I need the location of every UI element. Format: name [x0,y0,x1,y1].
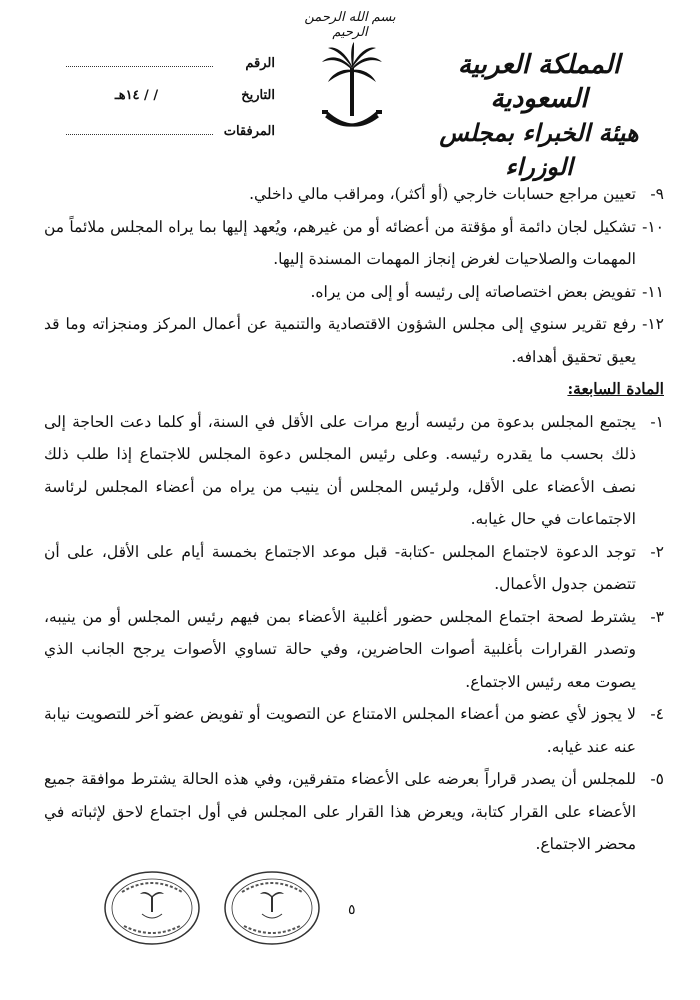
list-item [44,763,664,861]
item-text: رفع تقرير سنوي إلى مجلس الشؤون الاقتصادية والتنمية عن أعمال المركز ومنجزاته وما قد يعيق تحقيق أهدافه. [44,315,636,366]
basmala: بسم الله الرحمن الرحيم [304,10,396,40]
item-number: ١٠- [642,217,664,236]
list-item [44,536,664,601]
attachments-field [66,122,213,135]
item-number: ٣- [650,607,664,626]
ref-field [66,54,213,67]
item-number: ٤- [650,705,664,723]
item-number: ١١- [642,282,664,301]
item-number: ٩- [650,185,664,203]
list-item [44,601,664,699]
date-label: التاريخ [241,88,275,103]
attachments-label: المرفقات [223,124,275,139]
item-text: تشكيل لجان دائمة أو مؤقتة من أعضائه أو من غيرهم، ويُعهد إليها بما يراه المجلس ملائماً من المهمات والصلاحيات لغرض إنجاز المهمات المسندة إليها. [44,217,636,268]
item-number: ٥- [650,770,664,788]
date-row [60,88,275,122]
organization-name [414,48,664,184]
item-text: للمجلس أن يصدر قراراً بعرضه على الأعضاء متفرقين، وفي هذه الحالة يشترط موافقة جميع الأعضاء على القرار كتابة، ويعرض هذا القرار على المجلس في أول اجتماع لاحق لإثباته في محضر الاجتماع. [44,770,636,853]
item-text: توجد الدعوة لاجتماع المجلس -كتابة- قبل موعد الاجتماع بخمسة أيام على الأقل، على أن تتضمن جدول الأعمال. [44,542,636,593]
org-line-1: المملكة العربية السعودية [457,50,621,114]
item-text: يجتمع المجلس بدعوة من رئيسه أربع مرات على الأقل في السنة، أو كلما دعت الحاجة إلى ذلك بحسب ما يقدره رئيسه. وعلى رئيس المجلس دعوة المجلس للاجتماع إذا طلب ذلك نصف الأعضاء على الأقل، ولرئيس المجلس أن ينيب من يراه من أعضاء المجلس لرئاسة الاجتماعات في حال غيابه. [44,412,636,528]
list-item [44,698,664,763]
date-value: / / ١٤هـ [114,88,159,103]
document-body [44,178,664,861]
page-number: ٥ [348,902,356,918]
ref-row [60,54,275,88]
letter-meta [60,54,275,156]
saudi-emblem-icon [320,40,384,140]
attachments-row [60,122,275,156]
item-number: ٢- [650,542,664,561]
item-text: تفويض بعض اختصاصاته إلى رئيسه أو إلى من يراه. [310,282,636,301]
official-stamp-icon [222,868,322,948]
list-item [44,276,664,309]
article-heading: المادة السابعة: [567,379,664,398]
ref-label: الرقم [245,56,275,71]
official-stamp-icon [102,868,202,948]
list-item [44,178,664,211]
list-item [44,211,664,276]
item-text: لا يجوز لأي عضو من أعضاء المجلس الامتناع عن التصويت أو تفويض عضو آخر للتصويت نيابة عنه عند غيابه. [44,705,636,756]
list-item [44,308,664,373]
org-line-2: هيئة الخبراء بمجلس الوزراء [439,118,639,181]
item-text: تعيين مراجع حسابات خارجي (أو أكثر)، ومراقب مالي داخلي. [249,185,636,203]
item-number: ١٢- [642,315,664,333]
item-text: يشترط لصحة اجتماع المجلس حضور أغلبية الأعضاء بمن فيهم رئيس المجلس أو من ينيبه، وتصدر القرارات بأغلبية أصوات الحاضرين، وفي حالة تساوي الأصوات يرجح الجانب الذي يصوت معه رئيس الاجتماع. [44,607,636,691]
item-number: ١- [650,412,664,431]
list-item [44,406,664,536]
